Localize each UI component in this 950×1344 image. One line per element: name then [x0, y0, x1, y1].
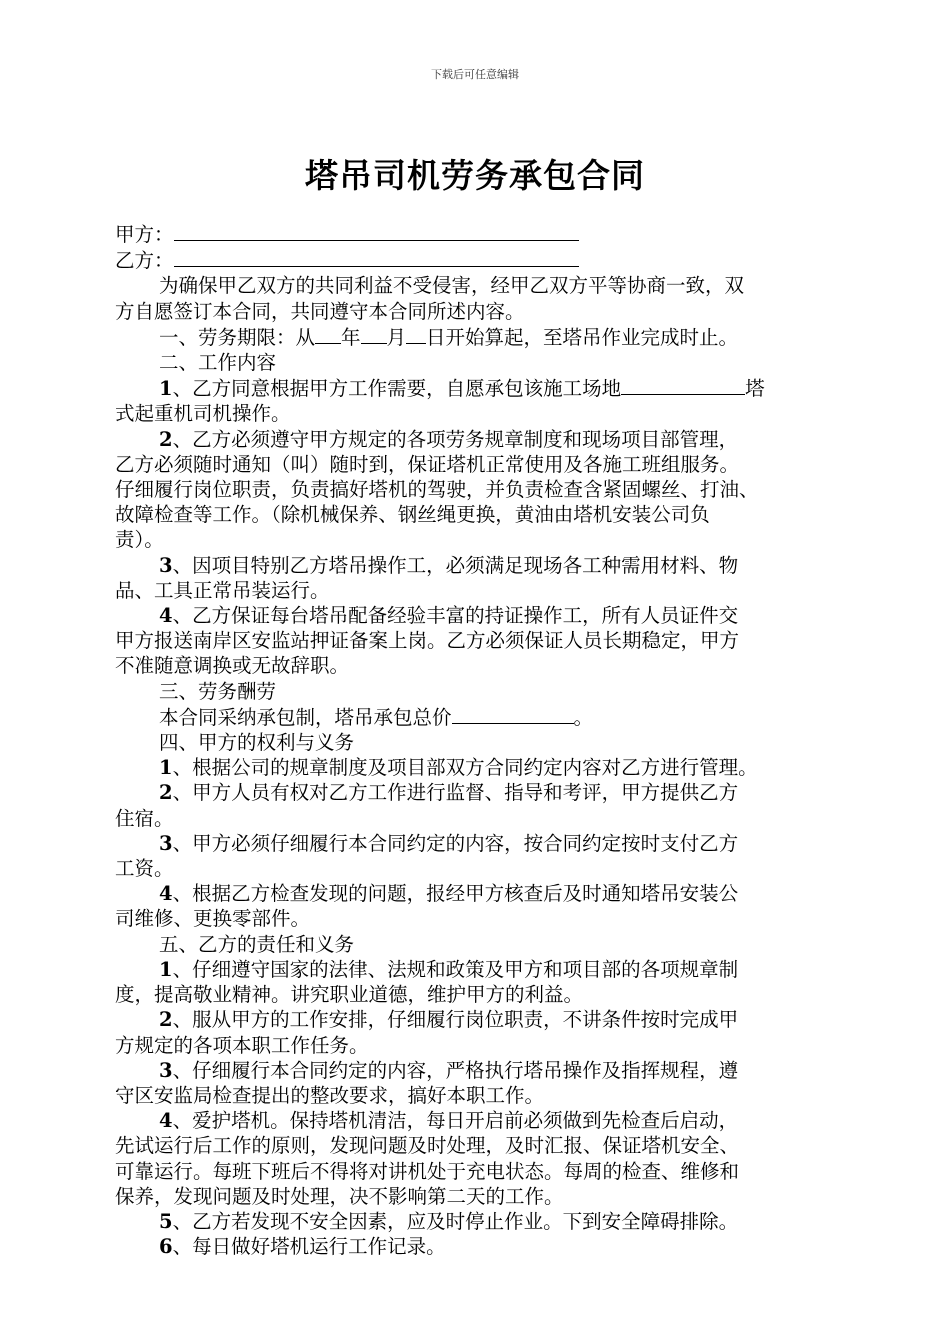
party-a-blank — [174, 221, 579, 241]
clause-line: 仔细履行岗位职责，负责搞好塔机的驾驶，并负责检查含紧固螺丝、打油、 — [115, 478, 759, 502]
party-b-label: 乙方： — [115, 249, 174, 273]
clause-line: 度，提高敬业精神。讲究职业道德，维护甲方的利益。 — [115, 983, 584, 1007]
site-blank — [621, 375, 745, 395]
clause-line: 工资。 — [115, 857, 174, 881]
clause-line: 故障检查等工作。（除机械保养、钢丝绳更换，黄油由塔机安装公司负 — [115, 503, 710, 527]
clause-number: 2 — [159, 427, 173, 451]
total-price-blank — [452, 704, 574, 724]
clause-line: 3、甲方必须仔细履行本合同约定的内容，按合同约定按时支付乙方 — [159, 831, 739, 855]
clause-line: 品、工具正常吊装运行。 — [115, 578, 330, 602]
clause-number: 2 — [159, 781, 173, 805]
clause-number: 1 — [159, 957, 173, 981]
clause-line: 2、甲方人员有权对乙方工作进行监督、指导和考评，甲方提供乙方 — [159, 781, 739, 805]
section-heading: 四、甲方的权利与义务 — [159, 731, 355, 755]
clause-line: 4、乙方保证每台塔吊配备经验丰富的持证操作工，所有人员证件交 — [159, 604, 739, 628]
intro-line: 方自愿签订本合同，共同遵守本合同所述内容。 — [115, 299, 525, 323]
clause-number: 6 — [159, 1235, 173, 1259]
clause-number: 2 — [159, 1008, 173, 1032]
clause-line: 4、爱护塔机。保持塔机清洁，每日开启前必须做到先检查后启动， — [159, 1109, 739, 1133]
clause-line: 3、因项目特别乙方塔吊操作工，必须满足现场各工种需用材料、物 — [159, 553, 739, 577]
clause-line: 3、仔细履行本合同约定的内容，严格执行塔吊操作及指挥规程，遵 — [159, 1058, 739, 1082]
term-clause: 一、劳务期限：从 年 月 日开始算起，至塔吊作业完成时止。 — [159, 325, 739, 349]
document-title: 塔吊司机劳务承包合同 — [305, 156, 645, 195]
intro-line: 为确保甲乙双方的共同利益不受侵害，经甲乙双方平等协商一致，双 — [159, 274, 745, 298]
clause-number: 1 — [159, 756, 173, 780]
clause-number: 4 — [159, 604, 173, 628]
party-b-line — [115, 247, 835, 273]
clause-line: 方规定的各项本职工作任务。 — [115, 1033, 369, 1057]
clause-line: 守区安监局检查提出的整改要求，搞好本职工作。 — [115, 1083, 545, 1107]
party-a-label: 甲方： — [115, 223, 174, 246]
clause-number: 1 — [159, 377, 173, 401]
clause-line: 5、乙方若发现不安全因素，应及时停止作业。下到安全障碍排除。 — [159, 1209, 739, 1233]
clause-line: 先试运行后工作的原则，发现问题及时处理，及时汇报、保证塔机安全、 — [115, 1134, 740, 1158]
clause-line: 责）。 — [115, 528, 164, 552]
section-heading: 二、工作内容 — [159, 351, 277, 375]
clause-line: 6、每日做好塔机运行工作记录。 — [159, 1235, 446, 1259]
clause-line: 1、乙方同意根据甲方工作需要，自愿承包该施工场地 塔 — [159, 377, 765, 401]
start-day-blank — [406, 324, 426, 344]
payment-clause: 本合同采纳承包制，塔吊承包总价 。 — [159, 705, 594, 729]
clause-number: 4 — [159, 882, 173, 906]
clause-number: 5 — [159, 1209, 173, 1233]
clause-line: 1、仔细遵守国家的法律、法规和政策及甲方和项目部的各项规章制 — [159, 957, 739, 981]
header-note: 下载后可任意编辑 — [431, 68, 519, 81]
start-year-blank — [315, 324, 341, 344]
clause-line: 司维修、更换零部件。 — [115, 907, 311, 931]
contract-body — [115, 221, 835, 1259]
clause-line: 2、服从甲方的工作安排，仔细履行岗位职责，不讲条件按时完成甲 — [159, 1008, 739, 1032]
clause-line: 不准随意调换或无故辞职。 — [115, 654, 350, 678]
section-heading: 五、乙方的责任和义务 — [159, 932, 355, 956]
clause-line: 1、根据公司的规章制度及项目部双方合同约定内容对乙方进行管理。 — [159, 756, 758, 780]
clause-number: 3 — [159, 553, 173, 577]
clause-line: 保养，发现问题及时处理，决不影响第二天的工作。 — [115, 1184, 564, 1208]
start-month-blank — [361, 324, 387, 344]
clause-line: 4、根据乙方检查发现的问题，报经甲方核查后及时通知塔吊安装公 — [159, 882, 739, 906]
clause-line: 住宿。 — [115, 806, 174, 830]
clause-line: 乙方必须随时通知（叫）随时到，保证塔机正常使用及各施工班组服务。 — [115, 452, 740, 476]
clause-line: 可靠运行。每班下班后不得将对讲机处于充电状态。每周的检查、维修和 — [115, 1159, 740, 1183]
section-heading: 三、劳务酬劳 — [159, 679, 277, 703]
clause-line: 2、乙方必须遵守甲方规定的各项劳务规章制度和现场项目部管理， — [159, 427, 739, 451]
party-a-line — [115, 221, 835, 247]
clause-line: 甲方报送南岸区安监站押证备案上岗。乙方必须保证人员长期稳定，甲方 — [115, 629, 740, 653]
clause-number: 3 — [159, 831, 173, 855]
party-b-blank — [174, 247, 579, 267]
clause-number: 4 — [159, 1109, 173, 1133]
clause-line: 式起重机司机操作。 — [115, 402, 291, 426]
clause-number: 3 — [159, 1058, 173, 1082]
